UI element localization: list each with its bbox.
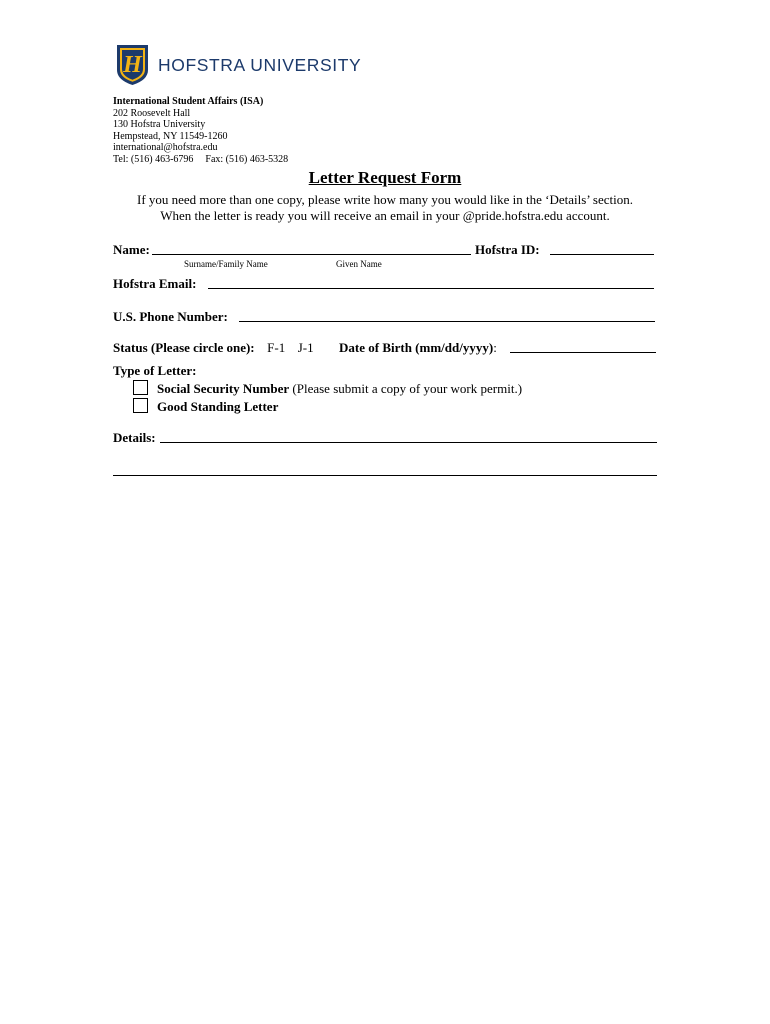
dob-input[interactable] bbox=[510, 352, 656, 353]
name-row bbox=[113, 242, 150, 258]
email-input[interactable] bbox=[208, 288, 654, 289]
intro-line-2: When the letter is ready you will receive an email in your @pride.hofstra.edu account. bbox=[160, 208, 610, 223]
office-fax: Fax: (516) 463-5328 bbox=[205, 153, 289, 165]
office-tel: Tel: (516) 463-6796 bbox=[113, 153, 194, 165]
office-email: international@hofstra.edu bbox=[113, 142, 218, 154]
details-input-line-2[interactable] bbox=[113, 475, 657, 476]
phone-input[interactable] bbox=[239, 321, 655, 322]
dob-row bbox=[339, 340, 497, 356]
office-city: Hempstead, NY 11549-1260 bbox=[113, 130, 228, 142]
university-name: HOFSTRA UNIVERSITY bbox=[158, 55, 362, 75]
details-input-line-1[interactable] bbox=[160, 442, 657, 443]
ssn-checkbox[interactable] bbox=[133, 380, 148, 395]
office-room: 202 Roosevelt Hall bbox=[113, 107, 191, 119]
status-option-f1[interactable]: F-1 bbox=[267, 340, 286, 355]
phone-label: U.S. Phone Number: bbox=[113, 309, 228, 324]
details-label: Details: bbox=[113, 430, 156, 445]
office-name: International Student Affairs (ISA) bbox=[113, 96, 264, 107]
surname-caption: Surname/Family Name bbox=[184, 259, 268, 269]
ssn-label: Social Security Number bbox=[157, 381, 290, 396]
name-label: Name: bbox=[113, 242, 150, 257]
university-logo bbox=[116, 44, 362, 88]
name-input[interactable] bbox=[152, 254, 471, 255]
dob-colon: : bbox=[493, 340, 497, 355]
dob-label: Date of Birth (mm/dd/yyyy) bbox=[339, 340, 494, 355]
given-name-caption: Given Name bbox=[336, 259, 382, 269]
email-label: Hofstra Email: bbox=[113, 276, 197, 291]
letter-option-ssn[interactable] bbox=[133, 380, 522, 397]
shield-icon bbox=[116, 44, 149, 86]
status-option-j1[interactable]: J-1 bbox=[297, 340, 314, 355]
good-standing-checkbox[interactable] bbox=[133, 398, 148, 413]
hofstra-id-input[interactable] bbox=[550, 254, 654, 255]
ssn-note: (Please submit a copy of your work permit.) bbox=[292, 381, 523, 396]
form-title: Letter Request Form bbox=[308, 168, 462, 187]
svg-text:H: H bbox=[123, 52, 142, 78]
office-street: 130 Hofstra University bbox=[113, 119, 206, 131]
letter-option-good-standing[interactable] bbox=[133, 398, 278, 415]
status-row bbox=[113, 340, 314, 356]
hofstra-id-label: Hofstra ID: bbox=[475, 242, 540, 257]
status-label: Status (Please circle one): bbox=[113, 340, 255, 355]
intro-line-1: If you need more than one copy, please write how many you would like in the ‘Details’ section. bbox=[136, 192, 634, 207]
good-standing-label: Good Standing Letter bbox=[157, 399, 279, 414]
office-phone-fax bbox=[113, 154, 288, 166]
type-of-letter-label: Type of Letter: bbox=[113, 363, 197, 378]
address-block bbox=[113, 96, 288, 166]
